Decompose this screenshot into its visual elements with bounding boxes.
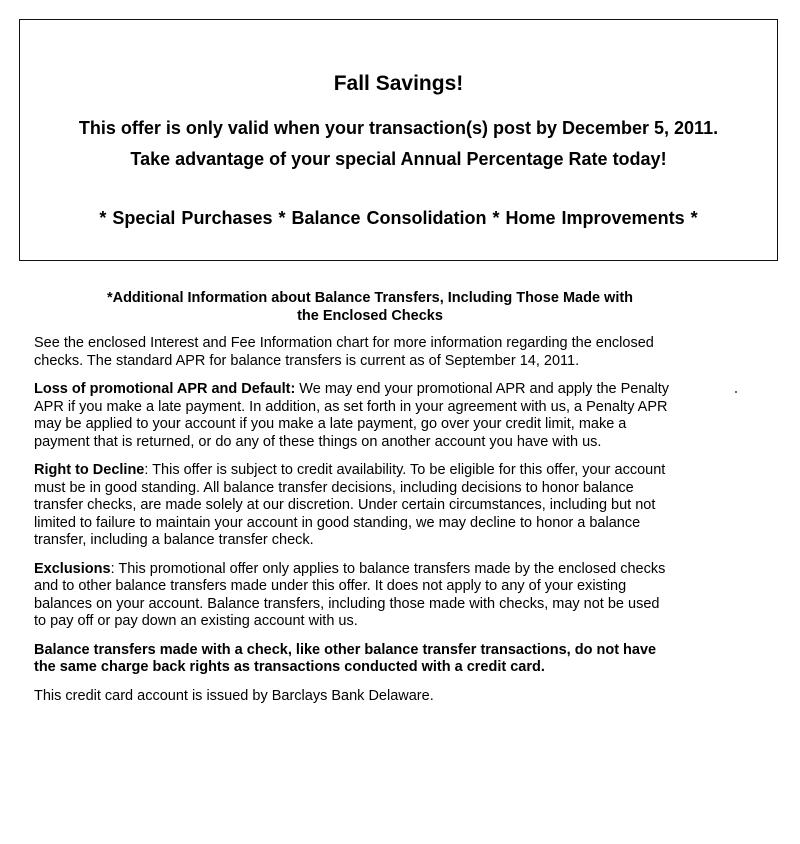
loss-of-apr-text: We may end your promotional APR and apply the Penalty APR if you make a late payment. In addition, as set forth in your agreement with us, a Penalty APR may be applied to your account if you make a late payment, go over your credit limit, make a payment that is returned, or do any of these things on another account you have with us. bbox=[34, 381, 670, 450]
apr-line: Take advantage of your special Annual Percentage Rate today! bbox=[130, 149, 667, 169]
offer-uses-line: * Special Purchases * Balance Consolidation * Home Improvements * bbox=[99, 208, 698, 228]
scan-speck bbox=[735, 391, 737, 393]
issuer-statement: This credit card account is issued by Barclays Bank Delaware. bbox=[34, 687, 434, 704]
heading-line-1: *Additional Information about Balance Transfers, Including Those Made with bbox=[106, 290, 634, 306]
heading-line-2: the Enclosed Checks bbox=[297, 308, 443, 324]
loss-of-apr-paragraph bbox=[34, 381, 674, 451]
exclusions-paragraph bbox=[34, 561, 674, 631]
right-to-decline-text: : This offer is subject to credit availability. To be eligible for this offer, your account must be in good standing. All balance transfer decisions, including decisions to honor balance transfer checks, are made solely at our discretion. Under certain circumstances, including but not limited to failure to maintain your account in good standing, we may decline to honor a balance transfer, including a balance transfer check. bbox=[34, 462, 666, 548]
intro-paragraph: See the enclosed Interest and Fee Information chart for more information regarding the enclosed checks. The standard APR for balance transfers is current as of September 14, 2011. bbox=[34, 335, 654, 369]
info-body bbox=[34, 335, 674, 716]
right-to-decline-paragraph bbox=[34, 462, 674, 550]
exclusions-text: : This promotional offer only applies to balance transfers made by the enclosed checks and to other balance transfers made under this offer. It does not apply to any of your existing balances on your account. Balance transfers, including those made with checks, may not be used to pay off or pay down an existing account with us. bbox=[34, 560, 666, 629]
exclusions-term: Exclusions bbox=[34, 560, 111, 577]
loss-of-apr-term: Loss of promotional APR and Default: bbox=[34, 381, 296, 397]
promo-box bbox=[19, 19, 778, 261]
additional-info-heading bbox=[40, 289, 700, 325]
chargeback-notice: Balance transfers made with a check, like other balance transfer transactions, do not have the same charge back rights as transactions conducted with a credit card. bbox=[34, 641, 657, 675]
promo-title: Fall Savings! bbox=[333, 72, 464, 95]
right-to-decline-term: Right to Decline bbox=[34, 462, 145, 478]
offer-valid-line: This offer is only valid when your transaction(s) post by December 5, 2011. bbox=[78, 118, 719, 138]
